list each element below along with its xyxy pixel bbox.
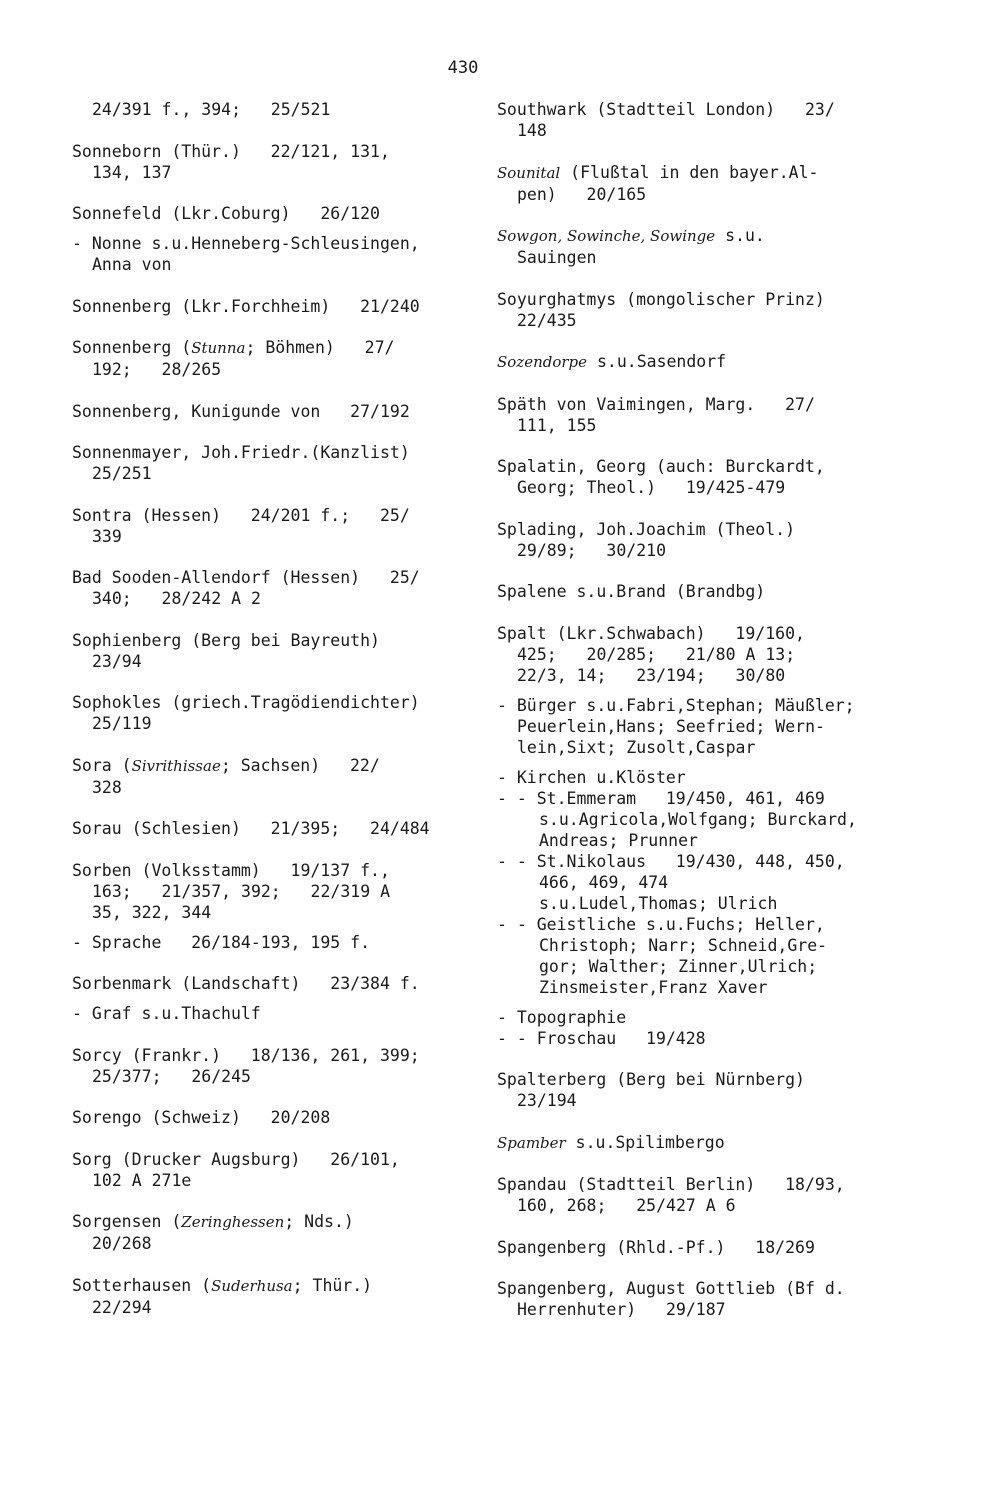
index-entry <box>72 860 482 923</box>
entry-line <box>72 337 482 359</box>
entry-line: - Sprache 26/184-193, 195 f. <box>72 932 371 952</box>
italic-place-name: Sozendorpe <box>497 353 588 371</box>
entry-line: Spalt (Lkr.Schwabach) 19/160, <box>497 623 805 643</box>
entry-line: Sophokles (griech.Tragödiendichter) <box>72 693 420 712</box>
index-entry <box>497 1007 937 1049</box>
entry-line: 102 A 271e <box>92 1170 192 1190</box>
entry-line: 328 <box>92 777 122 797</box>
entry-line: Anna von <box>92 255 172 274</box>
entry-line: Sonnenmayer, Joh.Friedr.(Kanzlist) <box>72 443 410 462</box>
entry-line: Sauingen <box>517 248 597 267</box>
entry-line: Soyurghatmys (mongolischer Prinz) <box>497 289 825 309</box>
index-entry <box>497 581 937 602</box>
index-entry <box>497 99 937 141</box>
entry-line: Sophienberg (Berg bei Bayreuth) <box>72 630 380 650</box>
entry-line: Andreas; Prunner <box>539 830 698 850</box>
entry-line: Spalatin, Georg (auch: Burckardt, <box>497 457 825 476</box>
entry-text: Sora ( <box>72 755 132 775</box>
index-entry <box>72 932 482 953</box>
entry-line: 23/194 <box>517 1091 577 1110</box>
entry-line: - Nonne s.u.Henneberg-Schleusingen, <box>72 234 420 253</box>
entry-line: Sorbenmark (Landschaft) 23/384 f. <box>72 974 420 993</box>
index-entry <box>72 630 482 672</box>
entry-line: Christoph; Narr; Schneid,Gre- <box>539 935 828 955</box>
index-entry <box>72 442 482 484</box>
entry-line <box>497 162 937 184</box>
entry-line: - - St.Nikolaus 19/430, 448, 450, <box>497 851 845 871</box>
index-entry <box>72 296 482 317</box>
entry-line <box>497 225 937 247</box>
entry-line: Sorben (Volksstamm) 19/137 f., <box>72 860 390 880</box>
italic-place-name: Zeringhessen <box>181 1213 285 1231</box>
index-entry <box>72 233 482 275</box>
entry-line: 22/435 <box>517 310 577 330</box>
index-entry <box>72 141 482 183</box>
entry-line: Spandau (Stadtteil Berlin) 18/93, <box>497 1175 845 1194</box>
index-entry <box>497 394 937 436</box>
entry-line: - - Geistliche s.u.Fuchs; Heller, <box>497 914 825 934</box>
index-entry <box>72 1107 482 1128</box>
entry-line: - Kirchen u.Klöster <box>497 767 686 787</box>
index-entry <box>497 1132 937 1154</box>
entry-line <box>72 1211 482 1233</box>
entry-text: ; Böhmen) 27/ <box>245 338 395 357</box>
entry-line: 134, 137 <box>92 162 172 182</box>
entry-line: 35, 322, 344 <box>92 902 212 922</box>
entry-line <box>497 351 937 373</box>
entry-line: Spangenberg, August Gottlieb (Bf d. <box>497 1279 845 1298</box>
index-entry <box>72 973 482 994</box>
entry-line: Herrenhuter) 29/187 <box>517 1300 726 1319</box>
entry-line: s.u.Agricola,Wolfgang; Burckard, <box>539 809 857 829</box>
index-entry <box>72 1211 482 1254</box>
entry-line: 29/89; 30/210 <box>517 540 667 560</box>
entry-line: 192; 28/265 <box>92 360 222 379</box>
entry-line: Spalterberg (Berg bei Nürnberg) <box>497 1070 805 1089</box>
entry-line: 466, 469, 474 <box>539 872 669 892</box>
entry-line: Southwark (Stadtteil London) 23/ <box>497 100 835 119</box>
index-entry <box>72 203 482 224</box>
index-entry <box>497 456 937 498</box>
entry-text: ; Nds.) <box>284 1212 354 1231</box>
entry-text: Sorgensen ( <box>72 1212 182 1231</box>
entry-text: (Flußtal in den bayer.Al- <box>560 162 819 182</box>
entry-line: 163; 21/357, 392; 22/319 A <box>92 881 391 901</box>
index-entry <box>72 692 482 734</box>
entry-text: Sotterhausen ( <box>72 1275 212 1295</box>
entry-line: Sorau (Schlesien) 21/395; 24/484 <box>72 819 430 838</box>
entry-line: pen) 20/165 <box>517 184 647 204</box>
entry-line: Sonnefeld (Lkr.Coburg) 26/120 <box>72 204 380 223</box>
entry-line: 340; 28/242 A 2 <box>92 589 261 608</box>
entry-line: Georg; Theol.) 19/425-479 <box>517 478 786 497</box>
entry-line: Sonnenberg, Kunigunde von 27/192 <box>72 401 410 421</box>
entry-line: Zinsmeister,Franz Xaver <box>539 977 768 997</box>
entry-text: Sonnenberg ( <box>72 338 192 357</box>
entry-line: lein,Sixt; Zusolt,Caspar <box>517 737 756 757</box>
entry-line: 25/251 <box>92 464 152 483</box>
index-entry <box>72 1275 482 1318</box>
entry-line: 20/268 <box>92 1234 152 1253</box>
italic-place-name: Suderhusa <box>211 1276 293 1295</box>
index-entry <box>497 225 937 268</box>
index-entry <box>497 767 937 998</box>
index-entry <box>497 289 937 331</box>
entry-line: Sorengo (Schweiz) 20/208 <box>72 1108 331 1127</box>
entry-line: Peuerlein,Hans; Seefried; Wern- <box>517 716 825 736</box>
entry-line: Sonnenberg (Lkr.Forchheim) 21/240 <box>72 296 420 316</box>
entry-line: - - Froschau 19/428 <box>497 1028 706 1048</box>
italic-place-name: Sivrithissae <box>131 756 221 775</box>
entry-line: - Graf s.u.Thachulf <box>72 1004 261 1023</box>
entry-line: 22/3, 14; 23/194; 30/80 <box>517 665 786 685</box>
entry-text: ; Thür.) <box>292 1275 373 1295</box>
entry-line: - Topographie <box>497 1007 627 1027</box>
entry-line: s.u.Ludel,Thomas; Ulrich <box>539 893 778 913</box>
entry-line: Sorg (Drucker Augsburg) 26/101, <box>72 1149 400 1169</box>
italic-place-name: Stunna <box>191 339 246 357</box>
entry-line <box>72 1275 482 1297</box>
index-entry <box>497 623 937 686</box>
index-entry <box>497 162 937 205</box>
entry-line: 25/119 <box>92 714 152 733</box>
right-column <box>497 99 937 1341</box>
index-entry <box>497 1174 937 1216</box>
index-entry <box>72 1045 482 1087</box>
entry-text: s.u. <box>715 226 765 245</box>
entry-text: s.u.Sasendorf <box>587 352 727 371</box>
index-entry <box>72 755 482 798</box>
index-entry <box>497 1237 937 1258</box>
entry-line: 24/391 f., 394; 25/521 <box>92 100 331 119</box>
entry-line: 148 <box>517 121 547 140</box>
entry-line: 25/377; 26/245 <box>92 1066 251 1086</box>
index-entry <box>497 519 937 561</box>
index-entry <box>72 401 482 422</box>
entry-text: ; Sachsen) 22/ <box>220 755 380 775</box>
entry-line: 339 <box>92 526 122 546</box>
entry-line: Spangenberg (Rhld.-Pf.) 18/269 <box>497 1237 815 1257</box>
entry-line <box>72 755 482 777</box>
italic-place-name: Spamber <box>497 1133 566 1152</box>
entry-line: 160, 268; 25/427 A 6 <box>517 1196 736 1215</box>
entry-line: Bad Sooden-Allendorf (Hessen) 25/ <box>72 568 420 587</box>
entry-line <box>497 1132 937 1154</box>
entry-line: - - St.Emmeram 19/450, 461, 469 <box>497 788 825 808</box>
index-entry <box>72 99 482 120</box>
entry-text: s.u.Spilimbergo <box>565 1132 725 1152</box>
index-entry <box>72 505 482 547</box>
entry-line: 23/94 <box>92 651 142 671</box>
index-entry <box>497 351 937 373</box>
entry-line: Spalene s.u.Brand (Brandbg) <box>497 582 766 601</box>
entry-line: Sontra (Hessen) 24/201 f.; 25/ <box>72 505 410 525</box>
entry-line: gor; Walther; Zinner,Ulrich; <box>539 956 818 976</box>
page-number: 430 <box>447 58 479 78</box>
index-entry <box>72 567 482 609</box>
index-entry <box>72 1003 482 1024</box>
index-entry <box>72 1149 482 1191</box>
index-entry <box>497 1069 937 1111</box>
entry-line: Sorcy (Frankr.) 18/136, 261, 399; <box>72 1045 420 1065</box>
italic-place-name: Sounital <box>497 163 561 182</box>
entry-line: Späth von Vaimingen, Marg. 27/ <box>497 394 815 414</box>
italic-place-name: Sowgon, Sowinche, Sowinge <box>497 227 716 245</box>
index-entry <box>72 337 482 380</box>
entry-line: 425; 20/285; 21/80 A 13; <box>517 644 796 664</box>
index-entry <box>497 1278 937 1320</box>
entry-line: 111, 155 <box>517 415 597 435</box>
entry-line: 22/294 <box>92 1297 152 1317</box>
left-column <box>72 99 482 1338</box>
entry-line: Sonneborn (Thür.) 22/121, 131, <box>72 141 390 161</box>
entry-line: - Bürger s.u.Fabri,Stephan; Mäußler; <box>497 695 855 715</box>
entry-line: Splading, Joh.Joachim (Theol.) <box>497 519 796 539</box>
index-entry <box>72 818 482 839</box>
index-entry <box>497 695 937 758</box>
